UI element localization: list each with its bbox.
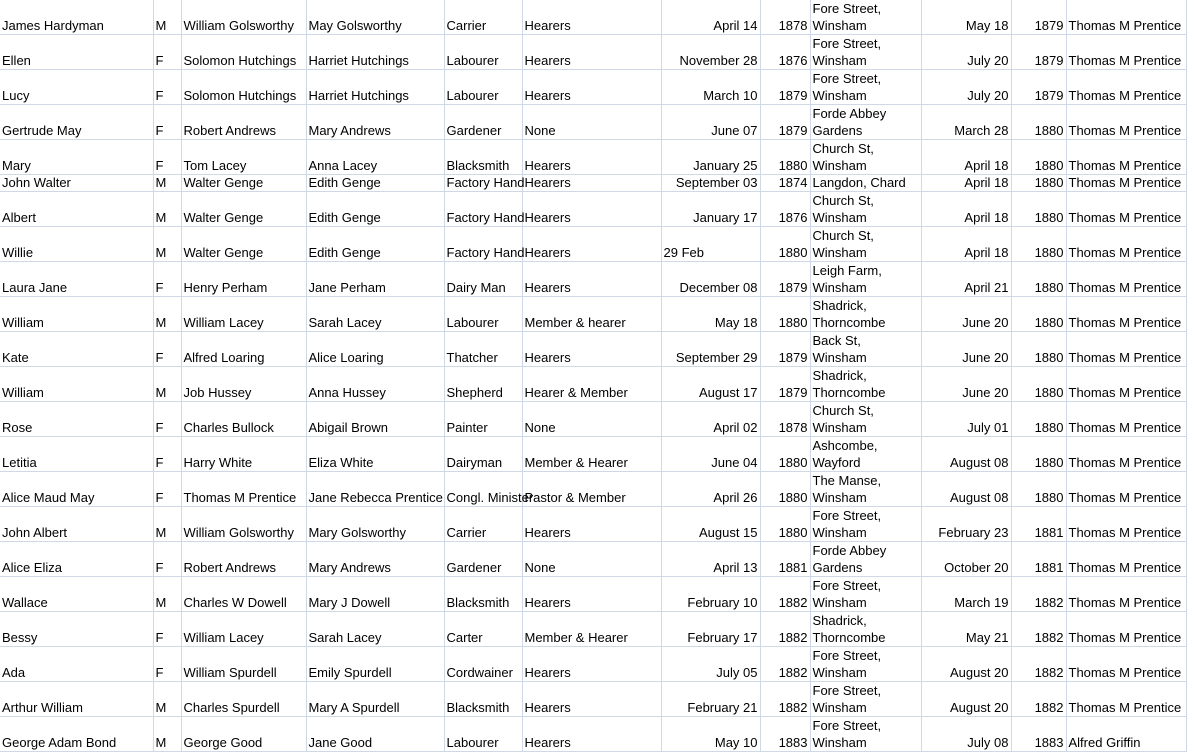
table-row: [0, 472, 1186, 507]
birth-year-cell[interactable]: 1876: [760, 192, 810, 227]
registration-year-cell[interactable]: 1882: [1011, 682, 1066, 717]
occupation-cell[interactable]: Carrier: [444, 0, 522, 35]
table-row: [0, 35, 1186, 70]
status-cell[interactable]: Hearers: [522, 70, 661, 105]
birth-date-cell[interactable]: July 05: [661, 647, 760, 682]
minister-cell[interactable]: Thomas M Prentice: [1066, 35, 1186, 70]
minister-cell[interactable]: Thomas M Prentice: [1066, 542, 1186, 577]
birth-year-cell[interactable]: 1882: [760, 647, 810, 682]
occupation-cell[interactable]: Labourer: [444, 35, 522, 70]
sex-cell[interactable]: M: [153, 507, 181, 542]
residence-cell[interactable]: Fore Street, Winsham: [810, 577, 921, 612]
mother-cell[interactable]: Anna Hussey: [306, 367, 444, 402]
mother-cell[interactable]: Alice Loaring: [306, 332, 444, 367]
occupation-cell[interactable]: Blacksmith: [444, 140, 522, 175]
registration-date-cell[interactable]: August 08: [921, 472, 1011, 507]
birth-year-cell[interactable]: 1879: [760, 332, 810, 367]
registration-date-cell[interactable]: April 18: [921, 227, 1011, 262]
minister-cell[interactable]: Alfred Griffin: [1066, 717, 1186, 752]
minister-cell[interactable]: Thomas M Prentice: [1066, 577, 1186, 612]
birth-year-cell[interactable]: 1879: [760, 70, 810, 105]
birth-year-cell[interactable]: 1882: [760, 682, 810, 717]
name-cell[interactable]: Alice Maud May: [0, 472, 153, 507]
status-cell[interactable]: Hearer & Member: [522, 367, 661, 402]
status-cell[interactable]: Member & Hearer: [522, 612, 661, 647]
name-cell[interactable]: Gertrude May: [0, 105, 153, 140]
birth-year-cell[interactable]: 1880: [760, 472, 810, 507]
father-cell[interactable]: William Lacey: [181, 612, 306, 647]
table-row: [0, 70, 1186, 105]
status-cell[interactable]: Hearers: [522, 332, 661, 367]
occupation-cell[interactable]: Labourer: [444, 297, 522, 332]
registration-date-cell[interactable]: May 21: [921, 612, 1011, 647]
residence-cell[interactable]: Shadrick, Thorncombe: [810, 367, 921, 402]
registration-date-cell[interactable]: July 08: [921, 717, 1011, 752]
status-cell[interactable]: Hearers: [522, 35, 661, 70]
residence-cell[interactable]: Fore Street, Winsham: [810, 682, 921, 717]
registration-year-cell[interactable]: 1880: [1011, 332, 1066, 367]
registration-date-cell[interactable]: July 20: [921, 35, 1011, 70]
mother-cell[interactable]: Jane Rebecca Prentice: [306, 472, 444, 507]
birth-year-cell[interactable]: 1881: [760, 542, 810, 577]
registration-date-cell[interactable]: April 18: [921, 175, 1011, 192]
father-cell[interactable]: Thomas M Prentice: [181, 472, 306, 507]
registration-date-cell[interactable]: March 19: [921, 577, 1011, 612]
name-cell[interactable]: Ellen: [0, 35, 153, 70]
father-cell[interactable]: Walter Genge: [181, 192, 306, 227]
minister-cell[interactable]: Thomas M Prentice: [1066, 437, 1186, 472]
mother-cell[interactable]: Edith Genge: [306, 175, 444, 192]
sex-cell[interactable]: M: [153, 717, 181, 752]
sex-cell[interactable]: M: [153, 192, 181, 227]
father-cell[interactable]: Charles Bullock: [181, 402, 306, 437]
birth-year-cell[interactable]: 1880: [760, 507, 810, 542]
birth-date-cell[interactable]: May 10: [661, 717, 760, 752]
registration-year-cell[interactable]: 1880: [1011, 402, 1066, 437]
name-cell[interactable]: Alice Eliza: [0, 542, 153, 577]
birth-year-cell[interactable]: 1878: [760, 0, 810, 35]
registration-year-cell[interactable]: 1880: [1011, 472, 1066, 507]
residence-cell[interactable]: Church St, Winsham: [810, 192, 921, 227]
table-row: [0, 262, 1186, 297]
status-cell[interactable]: None: [522, 105, 661, 140]
mother-cell[interactable]: Mary Andrews: [306, 542, 444, 577]
mother-cell[interactable]: Harriet Hutchings: [306, 35, 444, 70]
residence-cell[interactable]: Fore Street, Winsham: [810, 507, 921, 542]
registration-date-cell[interactable]: June 20: [921, 297, 1011, 332]
status-cell[interactable]: Member & hearer: [522, 297, 661, 332]
birth-year-cell[interactable]: 1880: [760, 140, 810, 175]
table-row: [0, 0, 1186, 35]
residence-cell[interactable]: Fore Street, Winsham: [810, 717, 921, 752]
residence-cell[interactable]: Church St, Winsham: [810, 227, 921, 262]
residence-cell[interactable]: Forde Abbey Gardens: [810, 542, 921, 577]
registration-year-cell[interactable]: 1882: [1011, 647, 1066, 682]
residence-cell[interactable]: Fore Street, Winsham: [810, 0, 921, 35]
occupation-cell[interactable]: Labourer: [444, 717, 522, 752]
name-cell[interactable]: William: [0, 367, 153, 402]
name-cell[interactable]: Bessy: [0, 612, 153, 647]
sex-cell[interactable]: F: [153, 402, 181, 437]
occupation-cell[interactable]: Factory Hand: [444, 175, 522, 192]
sex-cell[interactable]: F: [153, 332, 181, 367]
table-row: [0, 612, 1186, 647]
birth-date-cell[interactable]: August 17: [661, 367, 760, 402]
minister-cell[interactable]: Thomas M Prentice: [1066, 297, 1186, 332]
sex-cell[interactable]: M: [153, 175, 181, 192]
registration-year-cell[interactable]: 1881: [1011, 507, 1066, 542]
occupation-cell[interactable]: Factory Hand: [444, 192, 522, 227]
sex-cell[interactable]: M: [153, 0, 181, 35]
table-row: [0, 227, 1186, 262]
registration-date-cell[interactable]: February 23: [921, 507, 1011, 542]
birth-year-cell[interactable]: 1880: [760, 227, 810, 262]
registration-year-cell[interactable]: 1882: [1011, 612, 1066, 647]
birth-date-cell[interactable]: September 29: [661, 332, 760, 367]
birth-year-cell[interactable]: 1874: [760, 175, 810, 192]
occupation-cell[interactable]: Shepherd: [444, 367, 522, 402]
birth-year-cell[interactable]: 1879: [760, 367, 810, 402]
sex-cell[interactable]: M: [153, 682, 181, 717]
occupation-cell[interactable]: Blacksmith: [444, 577, 522, 612]
registration-date-cell[interactable]: July 20: [921, 70, 1011, 105]
occupation-cell[interactable]: Factory Hand: [444, 227, 522, 262]
occupation-cell[interactable]: Dairyman: [444, 437, 522, 472]
father-cell[interactable]: Alfred Loaring: [181, 332, 306, 367]
mother-cell[interactable]: Sarah Lacey: [306, 297, 444, 332]
mother-cell[interactable]: Anna Lacey: [306, 140, 444, 175]
occupation-cell[interactable]: Cordwainer: [444, 647, 522, 682]
table-row: [0, 332, 1186, 367]
birth-date-cell[interactable]: September 03: [661, 175, 760, 192]
name-cell[interactable]: John Albert: [0, 507, 153, 542]
registration-date-cell[interactable]: August 20: [921, 682, 1011, 717]
registration-year-cell[interactable]: 1880: [1011, 437, 1066, 472]
table-row: [0, 717, 1186, 752]
table-row: [0, 542, 1186, 577]
status-cell[interactable]: None: [522, 402, 661, 437]
name-cell[interactable]: Lucy: [0, 70, 153, 105]
residence-cell[interactable]: Church St, Winsham: [810, 140, 921, 175]
registration-year-cell[interactable]: 1880: [1011, 367, 1066, 402]
birth-date-cell[interactable]: June 04: [661, 437, 760, 472]
registration-year-cell[interactable]: 1880: [1011, 105, 1066, 140]
name-cell[interactable]: Ada: [0, 647, 153, 682]
minister-cell[interactable]: Thomas M Prentice: [1066, 402, 1186, 437]
mother-cell[interactable]: Jane Perham: [306, 262, 444, 297]
minister-cell[interactable]: Thomas M Prentice: [1066, 647, 1186, 682]
registration-year-cell[interactable]: 1881: [1011, 542, 1066, 577]
father-cell[interactable]: Solomon Hutchings: [181, 70, 306, 105]
sex-cell[interactable]: F: [153, 542, 181, 577]
father-cell[interactable]: Job Hussey: [181, 367, 306, 402]
birth-year-cell[interactable]: 1882: [760, 612, 810, 647]
father-cell[interactable]: Harry White: [181, 437, 306, 472]
sex-cell[interactable]: F: [153, 140, 181, 175]
residence-cell[interactable]: Ashcombe, Wayford: [810, 437, 921, 472]
registration-year-cell[interactable]: 1883: [1011, 717, 1066, 752]
sex-cell[interactable]: F: [153, 437, 181, 472]
minister-cell[interactable]: Thomas M Prentice: [1066, 332, 1186, 367]
residence-cell[interactable]: Fore Street, Winsham: [810, 35, 921, 70]
minister-cell[interactable]: Thomas M Prentice: [1066, 262, 1186, 297]
minister-cell[interactable]: Thomas M Prentice: [1066, 367, 1186, 402]
mother-cell[interactable]: May Golsworthy: [306, 0, 444, 35]
name-cell[interactable]: Arthur William: [0, 682, 153, 717]
birth-year-cell[interactable]: 1880: [760, 297, 810, 332]
registration-year-cell[interactable]: 1880: [1011, 140, 1066, 175]
status-cell[interactable]: Hearers: [522, 577, 661, 612]
name-cell[interactable]: Kate: [0, 332, 153, 367]
residence-cell[interactable]: Church St, Winsham: [810, 402, 921, 437]
registration-date-cell[interactable]: April 18: [921, 140, 1011, 175]
birth-year-cell[interactable]: 1876: [760, 35, 810, 70]
table-row: [0, 647, 1186, 682]
birth-date-cell[interactable]: March 10: [661, 70, 760, 105]
mother-cell[interactable]: Harriet Hutchings: [306, 70, 444, 105]
mother-cell[interactable]: Edith Genge: [306, 192, 444, 227]
father-cell[interactable]: William Golsworthy: [181, 507, 306, 542]
name-cell[interactable]: James Hardyman: [0, 0, 153, 35]
table-row: [0, 297, 1186, 332]
birth-date-cell[interactable]: April 02: [661, 402, 760, 437]
registration-year-cell[interactable]: 1880: [1011, 192, 1066, 227]
table-row: [0, 437, 1186, 472]
birth-date-cell[interactable]: April 26: [661, 472, 760, 507]
registration-year-cell[interactable]: 1880: [1011, 262, 1066, 297]
father-cell[interactable]: Charles Spurdell: [181, 682, 306, 717]
name-cell[interactable]: John Walter: [0, 175, 153, 192]
birth-date-cell[interactable]: April 13: [661, 542, 760, 577]
birth-date-cell[interactable]: January 25: [661, 140, 760, 175]
residence-cell[interactable]: Fore Street, Winsham: [810, 70, 921, 105]
birth-year-cell[interactable]: 1878: [760, 402, 810, 437]
registration-date-cell[interactable]: June 20: [921, 332, 1011, 367]
registration-date-cell[interactable]: March 28: [921, 105, 1011, 140]
status-cell[interactable]: Member & Hearer: [522, 437, 661, 472]
registration-year-cell[interactable]: 1882: [1011, 577, 1066, 612]
registration-date-cell[interactable]: April 21: [921, 262, 1011, 297]
minister-cell[interactable]: Thomas M Prentice: [1066, 612, 1186, 647]
minister-cell[interactable]: Thomas M Prentice: [1066, 507, 1186, 542]
name-cell[interactable]: William: [0, 297, 153, 332]
sex-cell[interactable]: F: [153, 262, 181, 297]
minister-cell[interactable]: Thomas M Prentice: [1066, 682, 1186, 717]
occupation-cell[interactable]: Painter: [444, 402, 522, 437]
registration-year-cell[interactable]: 1879: [1011, 0, 1066, 35]
residence-cell[interactable]: Langdon, Chard: [810, 175, 921, 192]
table-row: [0, 682, 1186, 717]
registration-date-cell[interactable]: August 20: [921, 647, 1011, 682]
registration-date-cell[interactable]: October 20: [921, 542, 1011, 577]
name-cell[interactable]: Wallace: [0, 577, 153, 612]
status-cell[interactable]: Hearers: [522, 507, 661, 542]
father-cell[interactable]: Robert Andrews: [181, 542, 306, 577]
minister-cell[interactable]: Thomas M Prentice: [1066, 140, 1186, 175]
table-row: [0, 577, 1186, 612]
birth-date-cell[interactable]: February 21: [661, 682, 760, 717]
residence-cell[interactable]: Shadrick, Thorncombe: [810, 297, 921, 332]
sex-cell[interactable]: F: [153, 105, 181, 140]
birth-date-cell[interactable]: February 17: [661, 612, 760, 647]
occupation-cell[interactable]: Labourer: [444, 70, 522, 105]
sex-cell[interactable]: F: [153, 70, 181, 105]
mother-cell[interactable]: Eliza White: [306, 437, 444, 472]
status-cell[interactable]: None: [522, 542, 661, 577]
status-cell[interactable]: Hearers: [522, 0, 661, 35]
minister-cell[interactable]: Thomas M Prentice: [1066, 192, 1186, 227]
minister-cell[interactable]: Thomas M Prentice: [1066, 227, 1186, 262]
sex-cell[interactable]: F: [153, 647, 181, 682]
birth-year-cell[interactable]: 1880: [760, 437, 810, 472]
birth-date-cell[interactable]: April 14: [661, 0, 760, 35]
birth-year-cell[interactable]: 1883: [760, 717, 810, 752]
birth-date-cell[interactable]: December 08: [661, 262, 760, 297]
minister-cell[interactable]: Thomas M Prentice: [1066, 175, 1186, 192]
status-cell[interactable]: Hearers: [522, 262, 661, 297]
sex-cell[interactable]: F: [153, 35, 181, 70]
status-cell[interactable]: Hearers: [522, 647, 661, 682]
birth-date-cell[interactable]: August 15: [661, 507, 760, 542]
mother-cell[interactable]: Mary Andrews: [306, 105, 444, 140]
occupation-cell[interactable]: Blacksmith: [444, 682, 522, 717]
birth-date-cell[interactable]: May 18: [661, 297, 760, 332]
father-cell[interactable]: Solomon Hutchings: [181, 35, 306, 70]
sex-cell[interactable]: M: [153, 227, 181, 262]
minister-cell[interactable]: Thomas M Prentice: [1066, 70, 1186, 105]
status-cell[interactable]: Hearers: [522, 682, 661, 717]
status-cell[interactable]: Hearers: [522, 192, 661, 227]
registration-year-cell[interactable]: 1879: [1011, 70, 1066, 105]
registration-year-cell[interactable]: 1880: [1011, 227, 1066, 262]
sex-cell[interactable]: F: [153, 472, 181, 507]
birth-year-cell[interactable]: 1882: [760, 577, 810, 612]
father-cell[interactable]: Tom Lacey: [181, 140, 306, 175]
name-cell[interactable]: Willie: [0, 227, 153, 262]
status-cell[interactable]: Hearers: [522, 175, 661, 192]
sex-cell[interactable]: M: [153, 367, 181, 402]
registration-date-cell[interactable]: April 18: [921, 192, 1011, 227]
registration-date-cell[interactable]: June 20: [921, 367, 1011, 402]
status-cell[interactable]: Hearers: [522, 717, 661, 752]
table-row: [0, 192, 1186, 227]
father-cell[interactable]: Charles W Dowell: [181, 577, 306, 612]
table-row: [0, 140, 1186, 175]
occupation-cell[interactable]: Carter: [444, 612, 522, 647]
father-cell[interactable]: George Good: [181, 717, 306, 752]
mother-cell[interactable]: Abigail Brown: [306, 402, 444, 437]
occupation-cell[interactable]: Dairy Man: [444, 262, 522, 297]
registration-date-cell[interactable]: May 18: [921, 0, 1011, 35]
name-cell[interactable]: Rose: [0, 402, 153, 437]
residence-cell[interactable]: Leigh Farm, Winsham: [810, 262, 921, 297]
birth-date-cell[interactable]: June 07: [661, 105, 760, 140]
name-cell[interactable]: Mary: [0, 140, 153, 175]
occupation-cell[interactable]: Gardener: [444, 542, 522, 577]
birth-year-cell[interactable]: 1879: [760, 105, 810, 140]
mother-cell[interactable]: Edith Genge: [306, 227, 444, 262]
name-cell[interactable]: Albert: [0, 192, 153, 227]
mother-cell[interactable]: Mary Golsworthy: [306, 507, 444, 542]
status-cell[interactable]: Hearers: [522, 227, 661, 262]
father-cell[interactable]: William Lacey: [181, 297, 306, 332]
name-cell[interactable]: George Adam Bond: [0, 717, 153, 752]
table-row: [0, 402, 1186, 437]
table-row: [0, 105, 1186, 140]
residence-cell[interactable]: Forde Abbey Gardens: [810, 105, 921, 140]
registration-year-cell[interactable]: 1880: [1011, 297, 1066, 332]
registration-date-cell[interactable]: August 08: [921, 437, 1011, 472]
father-cell[interactable]: William Golsworthy: [181, 0, 306, 35]
birth-date-cell[interactable]: February 10: [661, 577, 760, 612]
father-cell[interactable]: Walter Genge: [181, 227, 306, 262]
table-row: [0, 367, 1186, 402]
father-cell[interactable]: Robert Andrews: [181, 105, 306, 140]
minister-cell[interactable]: Thomas M Prentice: [1066, 472, 1186, 507]
name-cell[interactable]: Letitia: [0, 437, 153, 472]
birth-date-cell[interactable]: 29 Feb: [661, 227, 760, 262]
sex-cell[interactable]: M: [153, 577, 181, 612]
father-cell[interactable]: Henry Perham: [181, 262, 306, 297]
residence-cell[interactable]: Back St, Winsham: [810, 332, 921, 367]
occupation-cell[interactable]: Gardener: [444, 105, 522, 140]
occupation-cell[interactable]: Congl. Minister: [444, 472, 522, 507]
birth-date-cell[interactable]: January 17: [661, 192, 760, 227]
table-row: [0, 175, 1186, 192]
birth-year-cell[interactable]: 1879: [760, 262, 810, 297]
registration-year-cell[interactable]: 1879: [1011, 35, 1066, 70]
name-cell[interactable]: Laura Jane: [0, 262, 153, 297]
occupation-cell[interactable]: Thatcher: [444, 332, 522, 367]
sex-cell[interactable]: F: [153, 612, 181, 647]
mother-cell[interactable]: Mary A Spurdell: [306, 682, 444, 717]
minister-cell[interactable]: Thomas M Prentice: [1066, 105, 1186, 140]
occupation-cell[interactable]: Carrier: [444, 507, 522, 542]
birth-date-cell[interactable]: November 28: [661, 35, 760, 70]
registration-date-cell[interactable]: July 01: [921, 402, 1011, 437]
minister-cell[interactable]: Thomas M Prentice: [1066, 0, 1186, 35]
mother-cell[interactable]: Sarah Lacey: [306, 612, 444, 647]
residence-cell[interactable]: Fore Street, Winsham: [810, 647, 921, 682]
table-row: [0, 507, 1186, 542]
sex-cell[interactable]: M: [153, 297, 181, 332]
mother-cell[interactable]: Mary J Dowell: [306, 577, 444, 612]
mother-cell[interactable]: Jane Good: [306, 717, 444, 752]
residence-cell[interactable]: Shadrick, Thorncombe: [810, 612, 921, 647]
registration-year-cell[interactable]: 1880: [1011, 175, 1066, 192]
status-cell[interactable]: Pastor & Member: [522, 472, 661, 507]
father-cell[interactable]: Walter Genge: [181, 175, 306, 192]
father-cell[interactable]: William Spurdell: [181, 647, 306, 682]
mother-cell[interactable]: Emily Spurdell: [306, 647, 444, 682]
status-cell[interactable]: Hearers: [522, 140, 661, 175]
residence-cell[interactable]: The Manse, Winsham: [810, 472, 921, 507]
